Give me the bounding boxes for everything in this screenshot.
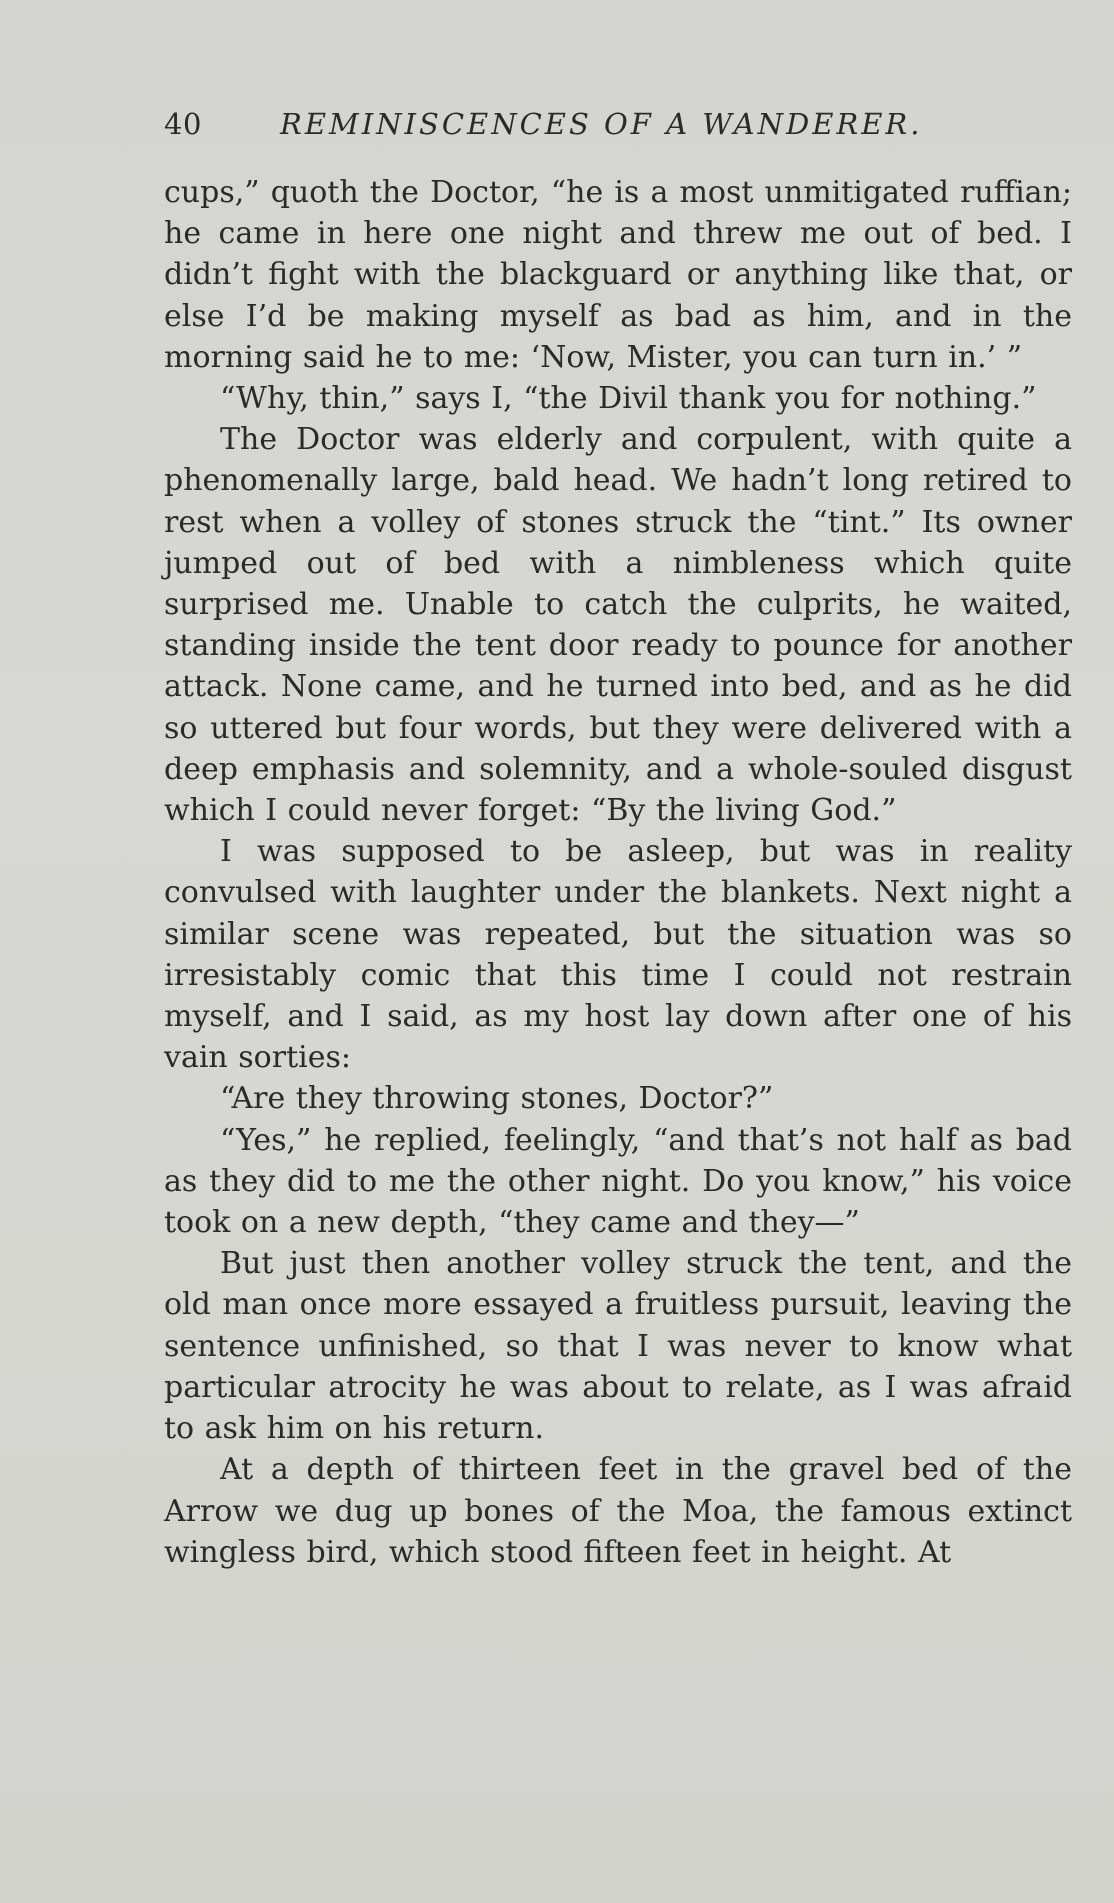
- paragraph: I was supposed to be asleep, but was in reality convulsed with laughter under the blankets. Next night a similar scene was repeated, but the situation was so irresistably comic that this time I could not restrain myself, and I said, as my host lay down after one of his vain sorties:: [164, 834, 1072, 1076]
- paragraph: cups,” quoth the Doctor, “he is a most unmitigated ruffian; he came in here one night and threw me out of bed. I didn’t fight with the blackguard or anything like that, or else I’d be making myself as bad as him, and in the morning said he to me: ‘Now, Mister, you can turn in.’ ”: [164, 175, 1072, 375]
- body-text: [164, 172, 1072, 1573]
- running-title: REMINISCENCES OF A WANDERER.: [280, 107, 923, 141]
- paragraph: At a depth of thirteen feet in the gravel bed of the Arrow we dug up bones of the Moa, the famous extinct wingless bird, which stood fifteen feet in height. At: [164, 1452, 1072, 1570]
- paragraph: “Yes,” he replied, feelingly, “and that’s not half as bad as they did to me the other night. Do you know,” his voice took on a new depth, “they came and they—”: [164, 1122, 1072, 1241]
- page-number: 40: [164, 107, 202, 141]
- page-header: [164, 103, 1084, 151]
- paragraph: But just then another volley struck the tent, and the old man once more essayed a fruitless pursuit, leaving the sentence unfinished, so that I was never to know what particular atrocity he was about to relate, as I was afraid to ask him on his return.: [164, 1246, 1072, 1447]
- paragraph: The Doctor was elderly and corpulent, with quite a phenomenally large, bald head. We hadn’t long retired to rest when a volley of stones struck the “tint.” Its owner jumped out of bed with a nimbleness which quite surprised me. Unable to catch the culprits, he waited, standing inside the tent door ready to pounce for another attack. None came, and he turned into bed, and as he did so uttered but four words, but they were delivered with a deep emphasis and solemnity, and a whole-souled disgust which I could never forget: “By the living God.”: [164, 422, 1072, 829]
- paragraph: “Are they throwing stones, Doctor?”: [220, 1081, 774, 1117]
- paragraph: “Why, thin,” says I, “the Divil thank you for nothing.”: [220, 381, 1037, 417]
